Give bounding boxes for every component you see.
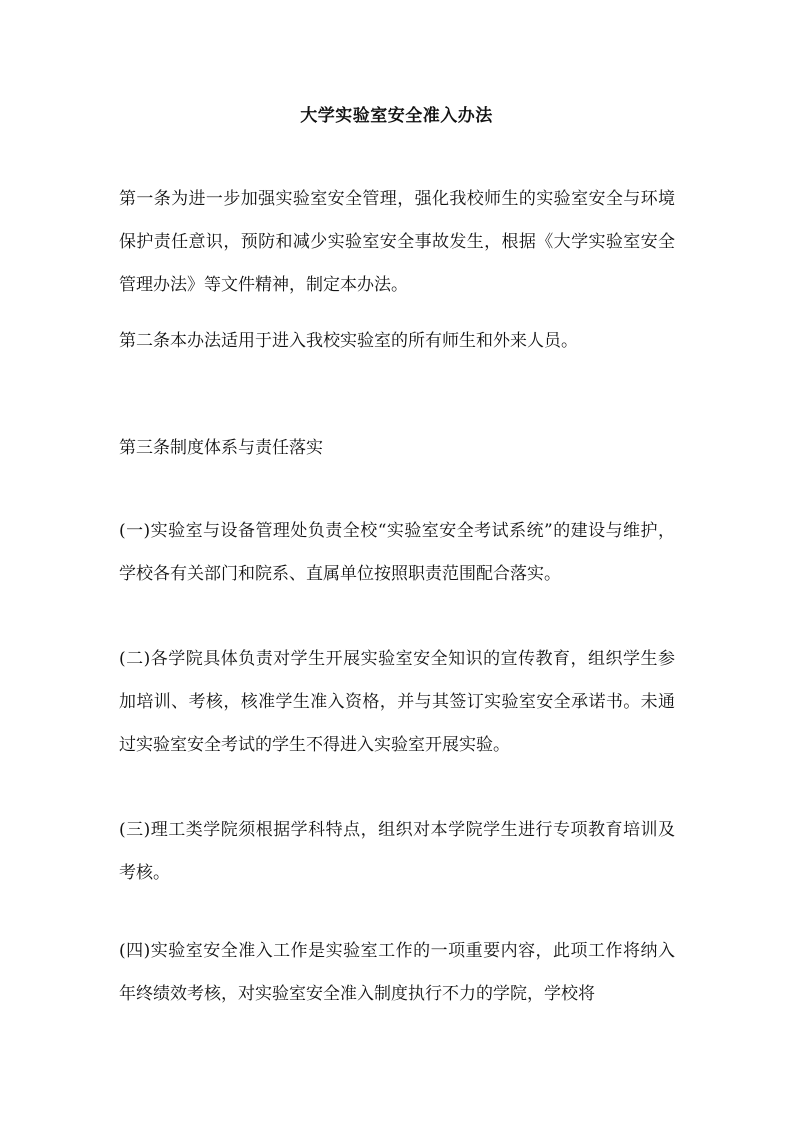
clause-3-paragraph: (三)理工类学院须根据学科特点，组织对本学院学生进行专项教育培训及考核。 <box>119 820 675 883</box>
article-2-paragraph: 第二条本办法适用于进入我校实验室的所有师生和外来人员。 <box>119 331 578 351</box>
article-1-paragraph: 第一条为进一步加强实验室安全管理，强化我校师生的实验室安全与环境保护责任意识，预防和减少实验室安全事故发生，根据《大学实验室安全管理办法》等文件精神，制定本办法。 <box>119 189 675 295</box>
clause-4-paragraph: (四)实验室安全准入工作是实验室工作的一项重要内容，此项工作将纳入年终绩效考核，对实验室安全准入制度执行不力的学院，学校将 <box>119 941 675 1004</box>
clause-1-paragraph: (一)实验室与设备管理处负责全校“实验室安全考试系统”的建设与维护，学校各有关部门和院系、直属单位按照职责范围配合落实。 <box>119 521 675 584</box>
article-3-heading: 第三条制度体系与责任落实 <box>119 438 323 458</box>
clause-2-paragraph: (二)各学院具体负责对学生开展实验室安全知识的宣传教育，组织学生参加培训、考核，核准学生准入资格，并与其签订实验室安全承诺书。未通过实验室安全考试的学生不得进入实验室开展实验。 <box>119 649 675 755</box>
document-title: 大学实验室安全准入办法 <box>300 106 493 126</box>
